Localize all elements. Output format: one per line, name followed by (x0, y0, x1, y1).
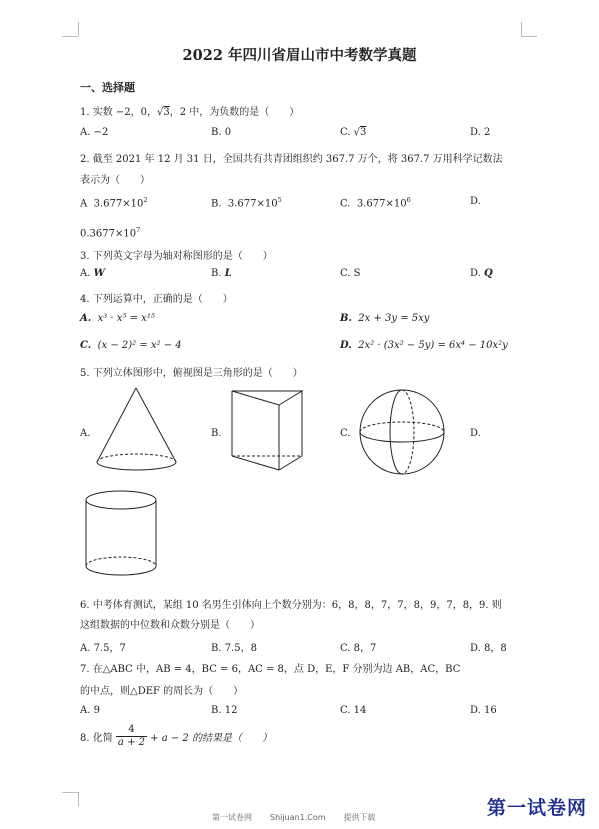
q2-option-d-value: $0.3677\times 10^7$ (80, 226, 141, 240)
q3-option-c[interactable]: C. S (340, 268, 361, 279)
section-heading: 一、选择题 (80, 81, 135, 94)
q2-option-a[interactable]: A $3.677\times 10^2$ (80, 196, 148, 210)
q4-option-b[interactable]: B. 2x + 3y = 5xy (340, 313, 430, 324)
sqrt-symbol: √ (157, 107, 164, 118)
q6-option-b[interactable]: B. 7.5，8 (211, 643, 257, 654)
q5-option-b[interactable]: B. (211, 428, 222, 439)
q2-option-b[interactable]: B. $3.677\times 10^5$ (211, 196, 282, 210)
crop-mark (521, 22, 522, 36)
q6-option-d[interactable]: D. 8，8 (470, 643, 507, 654)
question-2-stem-line1: 2. 截至 2021 年 12 月 31 日，全国共有共青团组织约 367.7 万个，将 367.7 万用科学记数法 (80, 154, 503, 165)
q6-option-a[interactable]: A. 7.5，7 (80, 643, 126, 654)
q4-option-a[interactable]: A. x³ · x⁵ = x¹⁵ (80, 313, 155, 324)
question-7-stem-line2: 的中点，则△DEF 的周长为（ ） (80, 686, 244, 697)
question-2-stem-line2: 表示为（ ） (80, 175, 150, 186)
fraction: $\frac{4}{a + 2}$ (117, 724, 145, 748)
footer-site-url[interactable]: Shijuan1.Com (270, 813, 326, 822)
question-8-stem: 8. 化简 $\frac{4}{a + 2}$ + a − 2 的结果是（ ） (80, 724, 272, 748)
question-5-stem: 5. 下列立体图形中，俯视图是三角形的是（ ） (80, 368, 303, 379)
q5-option-c[interactable]: C. (340, 428, 351, 439)
q7-option-d[interactable]: D. 16 (470, 705, 497, 716)
q3-option-a[interactable]: A. W (80, 268, 105, 279)
q4-option-c[interactable]: C. (x − 2)² = x² − 4 (80, 340, 182, 351)
question-6-stem-line2: 这组数据的中位数和众数分别是（ ） (80, 620, 260, 631)
cylinder-figure (82, 488, 162, 580)
footer-download-note: 提供下载 (343, 813, 376, 822)
sphere-figure (357, 387, 447, 477)
q7-option-c[interactable]: C. 14 (340, 705, 367, 716)
question-6-stem-line1: 6. 中考体育测试，某组 10 名男生引体向上个数分别为：6，8，8，7，7，8，9，7，8，9. 则 (80, 600, 502, 611)
triangular-prism-figure (227, 388, 309, 474)
site-logo[interactable]: 第一试卷网 (487, 797, 588, 819)
question-3-stem: 3. 下列英文字母为轴对称图形的是（ ） (80, 251, 273, 262)
q1-option-a[interactable]: A. −2 (80, 127, 109, 138)
q7-option-a[interactable]: A. 9 (80, 705, 100, 716)
crop-mark (62, 792, 78, 793)
q5-option-a[interactable]: A. (80, 428, 91, 439)
question-4-stem: 4. 下列运算中，正确的是（ ） (80, 294, 233, 305)
q4-option-d[interactable]: D. 2x² · (3x² − 5y) = 6x⁴ − 10x²y (340, 340, 508, 351)
q1-option-b[interactable]: B. 0 (211, 127, 232, 138)
question-1-stem: 1. 实数 −2，0，√3，2 中，为负数的是（ ） (80, 107, 300, 118)
footer-site-name: 第一试卷网 (212, 813, 252, 822)
crop-mark (78, 792, 79, 806)
q2-option-d[interactable]: D. (470, 196, 481, 207)
page-title: 2022 年四川省眉山市中考数学真题 (182, 47, 417, 64)
crop-mark (78, 22, 79, 36)
q3-option-d[interactable]: D. Q (470, 268, 493, 279)
q1-option-c[interactable]: C. √3 (340, 127, 367, 138)
q7-option-b[interactable]: B. 12 (211, 705, 238, 716)
footer (212, 812, 394, 823)
q2-option-c[interactable]: C. $3.677\times 10^6$ (340, 196, 411, 210)
q6-option-c[interactable]: C. 8，7 (340, 643, 377, 654)
q5-option-d[interactable]: D. (470, 428, 481, 439)
q3-option-b[interactable]: B. L (211, 268, 232, 279)
question-7-stem-line1: 7. 在△ABC 中，AB = 4，BC = 6，AC = 8，点 D，E，F 分别为边 AB，AC，BC (80, 664, 461, 675)
crop-mark (521, 36, 537, 37)
cone-figure (94, 385, 180, 475)
crop-mark (62, 36, 78, 37)
q1-option-d[interactable]: D. 2 (470, 127, 491, 138)
